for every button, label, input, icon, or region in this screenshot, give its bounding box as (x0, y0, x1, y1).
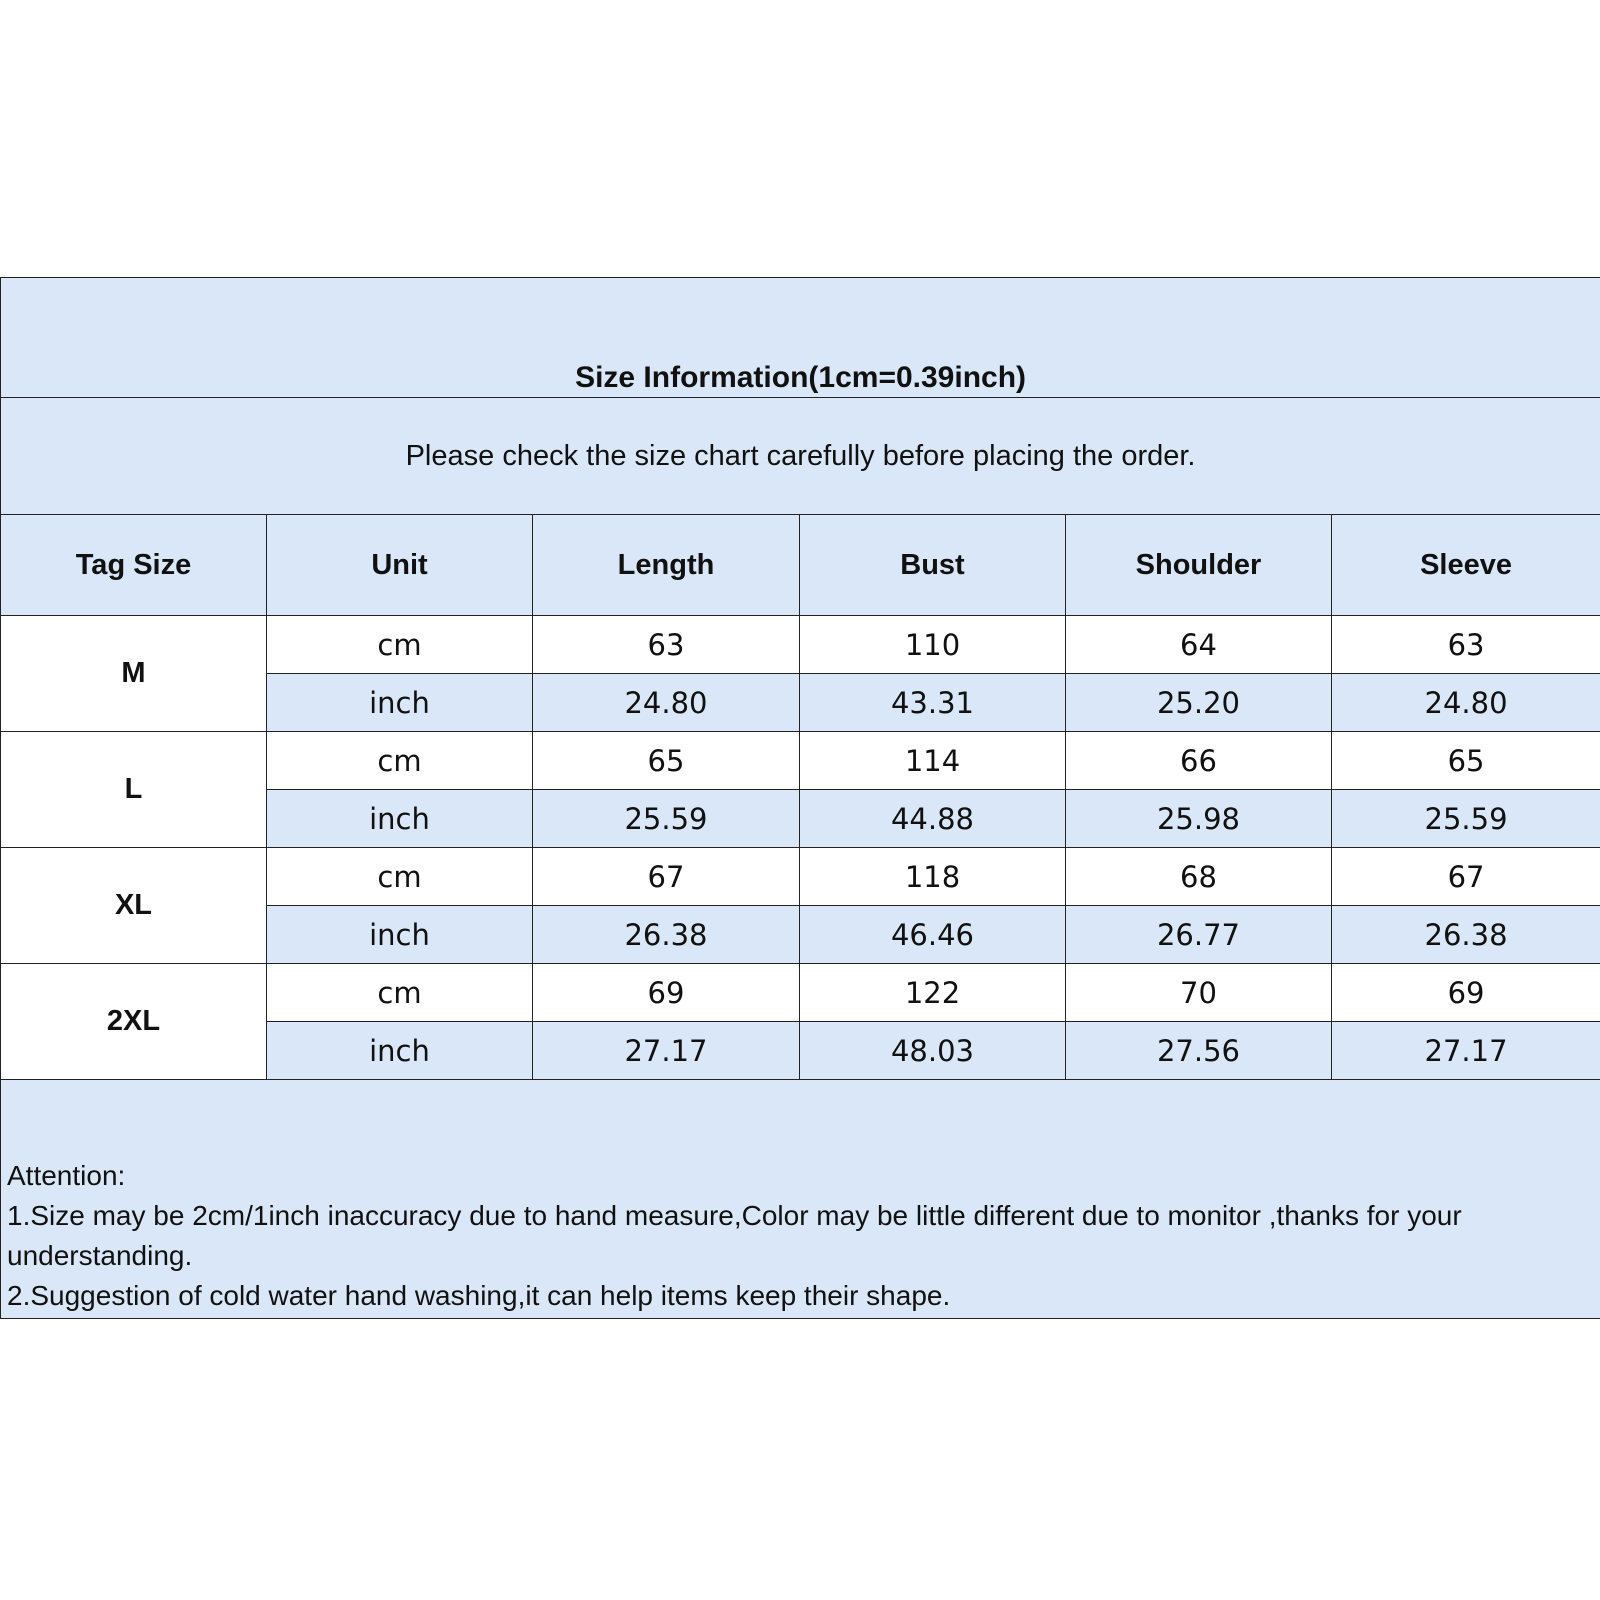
unit-cell: inch (267, 906, 533, 964)
bust-value-cell: 48.03 (800, 1022, 1066, 1080)
length-value-cell: 63 (533, 616, 800, 674)
sleeve-value-cell: 25.59 (1332, 790, 1600, 848)
column-header-unit: Unit (267, 515, 533, 616)
tag-size-cell: M (1, 616, 267, 732)
sleeve-value-cell: 24.80 (1332, 674, 1600, 732)
sleeve-value-cell: 67 (1332, 848, 1600, 906)
shoulder-value-cell: 26.77 (1066, 906, 1332, 964)
column-header-bust: Bust (800, 515, 1066, 616)
tag-size-cell: XL (1, 848, 267, 964)
bust-value-cell: 118 (800, 848, 1066, 906)
shoulder-value-cell: 68 (1066, 848, 1332, 906)
shoulder-value-cell: 64 (1066, 616, 1332, 674)
column-header-tag-size: Tag Size (1, 515, 267, 616)
attention-heading: Attention: (7, 1160, 126, 1191)
bust-value-cell: 122 (800, 964, 1066, 1022)
length-value-cell: 69 (533, 964, 800, 1022)
tag-size-cell: 2XL (1, 964, 267, 1080)
unit-cell: cm (267, 616, 533, 674)
sleeve-value-cell: 26.38 (1332, 906, 1600, 964)
column-header-sleeve: Sleeve (1332, 515, 1600, 616)
shoulder-value-cell: 25.20 (1066, 674, 1332, 732)
column-header-length: Length (533, 515, 800, 616)
length-value-cell: 67 (533, 848, 800, 906)
column-header-shoulder: Shoulder (1066, 515, 1332, 616)
chart-note: Please check the size chart carefully before placing the order. (1, 398, 1600, 515)
bust-value-cell: 114 (800, 732, 1066, 790)
length-value-cell: 24.80 (533, 674, 800, 732)
header-row (1, 515, 1600, 616)
unit-cell: cm (267, 964, 533, 1022)
bust-value-cell: 110 (800, 616, 1066, 674)
unit-cell: cm (267, 848, 533, 906)
tag-size-cell: L (1, 732, 267, 848)
shoulder-value-cell: 66 (1066, 732, 1332, 790)
unit-cell: inch (267, 674, 533, 732)
length-value-cell: 65 (533, 732, 800, 790)
length-value-cell: 26.38 (533, 906, 800, 964)
unit-cell: cm (267, 732, 533, 790)
size-chart-table (0, 277, 1600, 1319)
sleeve-value-cell: 63 (1332, 616, 1600, 674)
attention-line: 1.Size may be 2cm/1inch inaccuracy due to hand measure,Color may be little different due to monitor ,thanks for your understanding. (7, 1200, 1462, 1271)
unit-cell: inch (267, 790, 533, 848)
shoulder-value-cell: 25.98 (1066, 790, 1332, 848)
shoulder-value-cell: 27.56 (1066, 1022, 1332, 1080)
sleeve-value-cell: 65 (1332, 732, 1600, 790)
bust-value-cell: 46.46 (800, 906, 1066, 964)
table-row (1, 732, 1600, 790)
chart-title: Size Information(1cm=0.39inch) (1, 278, 1600, 398)
attention-row (1, 1080, 1600, 1319)
shoulder-value-cell: 70 (1066, 964, 1332, 1022)
bust-value-cell: 43.31 (800, 674, 1066, 732)
length-value-cell: 27.17 (533, 1022, 800, 1080)
length-value-cell: 25.59 (533, 790, 800, 848)
table-row (1, 848, 1600, 906)
attention-line: 2.Suggestion of cold water hand washing,it can help items keep their shape. (7, 1280, 951, 1311)
table-row (1, 964, 1600, 1022)
sleeve-value-cell: 69 (1332, 964, 1600, 1022)
unit-cell: inch (267, 1022, 533, 1080)
sleeve-value-cell: 27.17 (1332, 1022, 1600, 1080)
bust-value-cell: 44.88 (800, 790, 1066, 848)
attention-notes (1, 1080, 1600, 1319)
table-row (1, 616, 1600, 674)
